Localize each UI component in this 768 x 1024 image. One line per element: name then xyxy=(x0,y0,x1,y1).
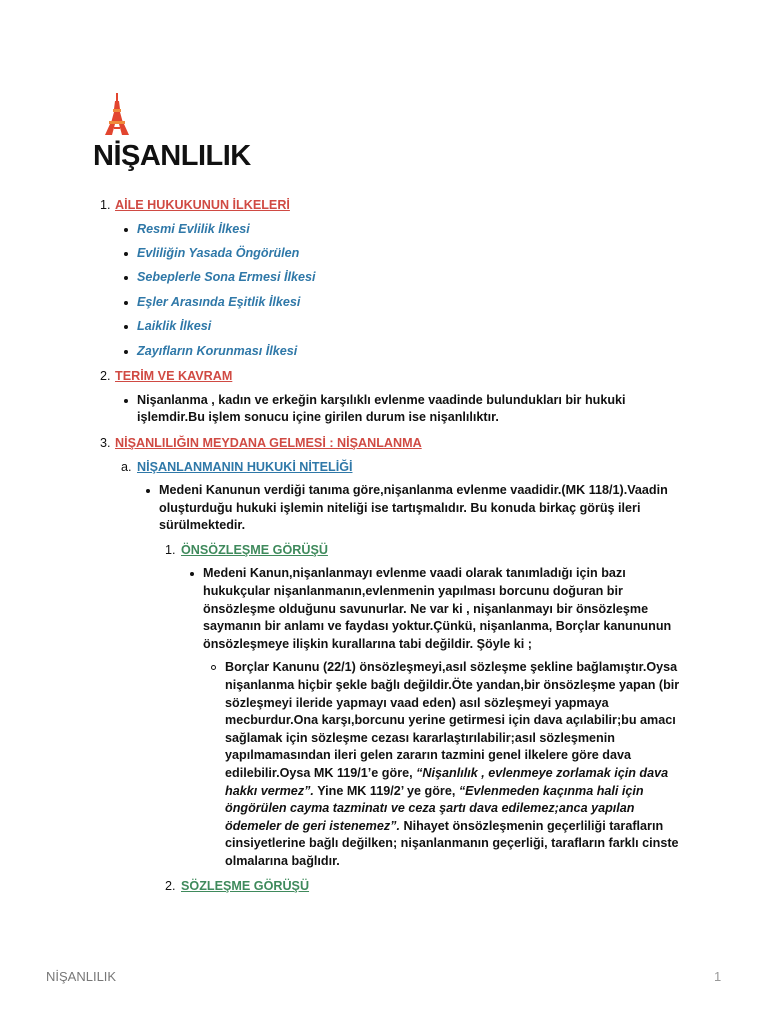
section-3 xyxy=(96,435,680,895)
definition-text: Nişanlanma , kadın ve erkeğin karşılıklı evlenme vaadinde bulundukları bir hukuki işlemdir.Bu işlem sonucu içine girilen durum ise nişanlılıktır. xyxy=(115,392,680,427)
view-1-number: 1. xyxy=(165,542,176,557)
section-1 xyxy=(96,197,680,360)
tokyo-tower-icon xyxy=(103,93,131,135)
section-3-heading-link[interactable]: NİŞANLILIĞIN MEYDANA GELMESİ : NİŞANLANMA xyxy=(115,435,422,450)
view-1-item xyxy=(181,565,680,870)
view-2-heading-link[interactable]: SÖZLEŞME GÖRÜŞÜ xyxy=(181,878,310,893)
view-1-content xyxy=(181,565,680,870)
views-list xyxy=(159,542,680,895)
subsection-a-heading-link[interactable]: NİŞANLANMANIN HUKUKİ NİTELİĞİ xyxy=(137,459,353,474)
section-2 xyxy=(96,368,680,427)
view-1-paragraph: Medeni Kanun,nişanlanmayı evlenme vaadi olarak tanımladığı için bazı hukukçular nişanlanmanın,evlenmenin yapılması borcunu doğuran bir önsözleşme olduğunu savunurlar. Ne var ki , nişanlanmayı bir önsözleşme saymanın bir anlamı ve faydası yoktur.Çünkü, nişanlanma, Borçlar kanununun önsözleşmeye ilişkin kurallarına tabi değildir. Şöyle ki ; xyxy=(203,566,672,651)
nature-paragraph: Medeni Kanunun verdiği tanıma göre,nişanlanma evlenme vaadidir.(MK 118/1).Vaadin oluşturduğu hukuki işlemin niteliği ise tartışmalıdır. Bu konuda birkaç görüş ileri sürülmektedir. xyxy=(159,483,668,533)
list-item: Sebeplerle Sona Ermesi İlkesi xyxy=(115,269,680,287)
subsection-a xyxy=(115,459,680,896)
view-2-number: 2. xyxy=(165,878,176,893)
principles-list xyxy=(115,221,680,361)
quote-mk-119-1: “Nişanlılık , evlenmeye zorlamak için dava hakkı vermez”. xyxy=(225,766,669,798)
list-item: Laiklik İlkesi xyxy=(115,318,680,336)
section-3-sublist xyxy=(115,459,680,896)
definition-list xyxy=(115,392,680,427)
section-2-number: 2. xyxy=(100,369,111,384)
subsection-a-letter: a. xyxy=(121,459,132,474)
quote-mk-119-2: “Evlenmeden kaçınma hali için öngörülen cayma tazminatı ve ceza şartı dava edilemez;anca yapılan ödemeler de geri istenemez”. xyxy=(225,783,644,833)
subsection-a-content xyxy=(137,482,680,895)
sub-text-2: Yine MK 119/2’ ye göre, xyxy=(313,783,459,798)
view-1-subitem xyxy=(203,659,680,870)
view-1-heading-link[interactable]: ÖNSÖZLEŞME GÖRÜŞÜ xyxy=(181,542,328,557)
section-2-heading-link[interactable]: TERİM VE KAVRAM xyxy=(115,369,233,384)
sub-text-1: Borçlar Kanunu (22/1) önsözleşmeyi,asıl sözleşme şekline bağlamıştır.Oysa nişanlanma hiçbir şekle bağlı değildir.Öte yandan,bir önsözleşme yapan (bir sözleşmeyi ileride yapmayı vaad eden) asıl sözleşmeyi yapmaya mecburdur.Ona karşı,borcunu yerine getirmesi için dava açılabilir;bu amacı sağlamak için sözleşme cezası kararlaştırılabilir;asıl sözleşmenin yapılmamasından ileri gelen zararın tazmini genel ilkelere göre dava edilebilir.Oysa MK 119/1’e göre, xyxy=(225,660,680,781)
list-item: Resmi Evlilik İlkesi xyxy=(115,221,680,239)
sub-text-3: Nihayet önsözleşmenin geçerliliği tarafların cinsiyetlerine bağlı değilken; nişanlanmanın geçerliği, tarafların farklı cinste olmalarına bağlıdır. xyxy=(225,818,679,868)
list-item: Evliliğin Yasada Öngörülen xyxy=(115,245,680,263)
section-1-heading-link[interactable]: AİLE HUKUKUNUN İLKELERİ xyxy=(115,198,290,212)
list-item: Zayıfların Korunması İlkesi xyxy=(115,343,680,361)
footer-title: NİŞANLILIK xyxy=(46,969,117,984)
view-2 xyxy=(159,878,680,896)
document-body xyxy=(96,197,680,895)
section-1-number: 1. xyxy=(100,198,111,212)
list-item: Eşler Arasında Eşitlik İlkesi xyxy=(115,294,680,312)
nature-paragraph-item xyxy=(137,482,680,895)
main-outline xyxy=(96,197,680,895)
view-1-sublist xyxy=(203,659,680,870)
page-number: 1 xyxy=(714,969,722,984)
page-title: NİŞANLILIK xyxy=(93,140,251,172)
view-1 xyxy=(159,542,680,871)
section-3-number: 3. xyxy=(100,435,111,450)
